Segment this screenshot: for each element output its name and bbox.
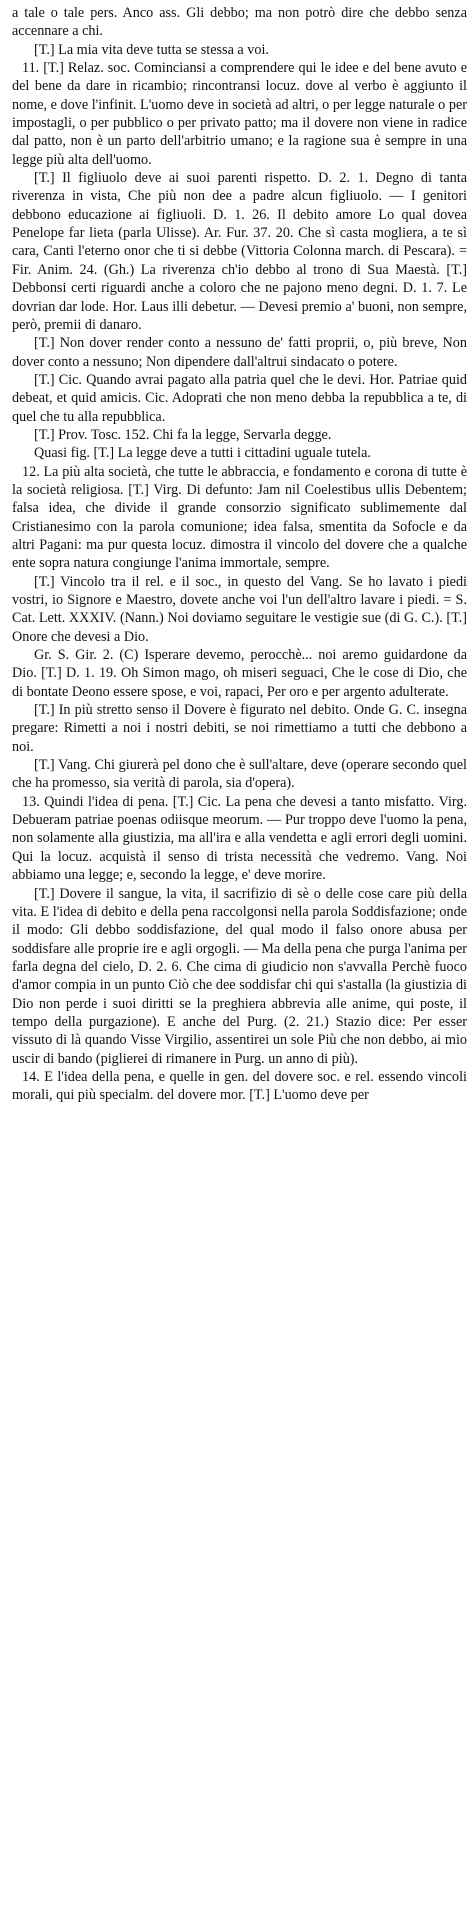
paragraph-9: 12. La più alta società, che tutte le abbraccia, e fondamento e corona di tutte è la società religiosa. [T.] Virg. Di defunto: Jam nil Coelestibus ullis Debentem; falsa idea, che divide il grande consorzio significato sublimemente dal Cristianesimo con la parola comunione; idea falsa, smentita da Sofocle e da altri Pagani: ma pur questa locuz. dimostra il vincolo del dovere che a qualche ente sopra natura congiunge l'anima immortale, sempre.	[12, 463, 467, 572]
paragraph-2: [T.] La mia vita deve tutta se stessa a voi.	[34, 41, 269, 58]
paragraph-14: 13. Quindi l'idea di pena. [T.] Cic. La pena che devesi a tanto misfatto. Virg. Debueram patriae poenas odiisque meorum. — Pur troppo deve l'uomo la pena, non solamente alla giustizia, ma all'ira e alla vendetta e agli errori degli uomini. Qui la locuz. acquistà il senso di trista necessità che vedremo. Vang. Noi abbiamo una legge; e, secondo la legge, e' deve morire.	[12, 793, 467, 884]
paragraph-3: 11. [T.] Relaz. soc. Cominciansi a comprendere qui le idee e del bene avuto e del bene da dare in ricambio; rincontransi locuz. dove al verbo è aggiunto il nome, e dove l'infinit. L'uomo deve in società ad altri, o per legge naturale o per impostagli, o per pubblico o per privato patto; ma il dovere non viene in radice dal patto, non è un parto dell'arbitrio umano; e la ragione sua è sempre in una legge più alta dell'uomo.	[12, 60, 467, 168]
paragraph-8: Quasi fig. [T.] La legge deve a tutti i cittadini uguale tutela.	[34, 445, 371, 462]
paragraph-10: [T.] Vincolo tra il rel. e il soc., in questo del Vang. Se ho lavato i piedi vostri, io Signore e Maestro, dovete anche voi l'un dell'altro lavare i piedi. = S. Cat. Lett. XXXIV. (Nann.) Noi doviamo seguitare le vestigie sue (di G. C.). [T.] Onore che devesi a Dio.	[12, 573, 467, 645]
paragraph-12: [T.] In più stretto senso il Dovere è figurato nel debito. Onde G. C. insegna pregare: Rimetti a noi i nostri debiti, se noi rimettiamo a tutti che debbono a noi.	[12, 702, 467, 755]
paragraph-6: [T.] Cic. Quando avrai pagato alla patria quel che le devi. Hor. Patriae quid debeat, et quid amicis. Cic. Adoprati che non meno debba la repubblica a te, di quel che tu alla repubblica.	[12, 371, 467, 425]
paragraph-7: [T.] Prov. Tosc. 152. Chi fa la legge, Servarla degge.	[34, 426, 332, 443]
paragraph-13: [T.] Vang. Chi giurerà pel dono che è sull'altare, deve (operare secondo quel che ha promesso, sia verità di parola, sia d'opera).	[12, 757, 467, 792]
paragraph-16: 14. E l'idea della pena, e quelle in gen. del dovere soc. e rel. essendo vincoli morali, qui più specialm. del dovere mor. [T.] L'uomo deve per	[12, 1068, 467, 1104]
paragraph-11: Gr. S. Gir. 2. (C) Isperare devemo, perocchè... noi aremo guidardone da Dio. [T.] D. 1. 19. Oh Simon mago, oh miseri seguaci, Che le cose di Dio, che di bontate Deono essere spose, e voi, rapaci, Per oro e per argento adulterate.	[12, 647, 467, 700]
paragraph-4: [T.] Il figliuolo deve ai suoi parenti rispetto. D. 2. 1. Degno di tanta riverenza in vista, Che più non dee a padre alcun figliuolo. — I genitori debbono educazione ai figliuoli. D. 1. 26. Il debito amore Lo qual dovea Penelope far lieta (parla Ulisse). Ar. Fur. 37. 20. Che sì casta mogliera, a te sì cara, Canti l'eterno onor che ti si debbe (Vittoria Colonna march. di Pescara). = Fir. Anim. 24. (Gh.) La riverenza ch'io debbo al trono di Sua Maestà. [T.] Debbonsi certi riguardi anche a coloro che ne pajono meno degni. D. 1. 7. Le dovrian dar lode. Hor. Laus illi debetur. — Devesi premio a' buoni, non sempre, però, premii di danaro.	[12, 170, 467, 333]
paragraph-15: [T.] Dovere il sangue, la vita, il sacrifizio di sè o delle cose care più della vita. E l'idea di debito e della pena raccolgonsi nella parola Soddisfazione; onde il modo: Gli debbo soddisfazione, del qual modo il falso onore abusa per soddisfare alle proprie ire e agli orgogli. — Ma della pena che purga l'anima per farla degna del cielo, D. 2. 6. Che cima di giudicio non s'avvalla Perchè fuoco d'amor compia in un punto Ciò che dee soddisfar chi qui s'astalla (la giustizia di Dio non perde i suoi diritti se la preghiera abbrevia alle anime, qui poste, il tempo della purgazione). E anche del Purg. (2. 21.) Stazio dice: Per esser vissuto di là quando Visse Virgilio, assentirei un sole Più che non debbo, ai mio uscir di bando (piglierei di rimanere in Purg. un anno di più).	[12, 885, 467, 1067]
paragraph-5: [T.] Non dover render conto a nessuno de' fatti proprii, o, più breve, Non dover conto a nessuno; Non dipendere dall'altrui sindacato o potere.	[12, 335, 467, 370]
paragraph-1: a tale o tale pers. Anco ass. Gli debbo; ma non potrò dire che debbo senza accennare a chi.	[12, 5, 467, 40]
